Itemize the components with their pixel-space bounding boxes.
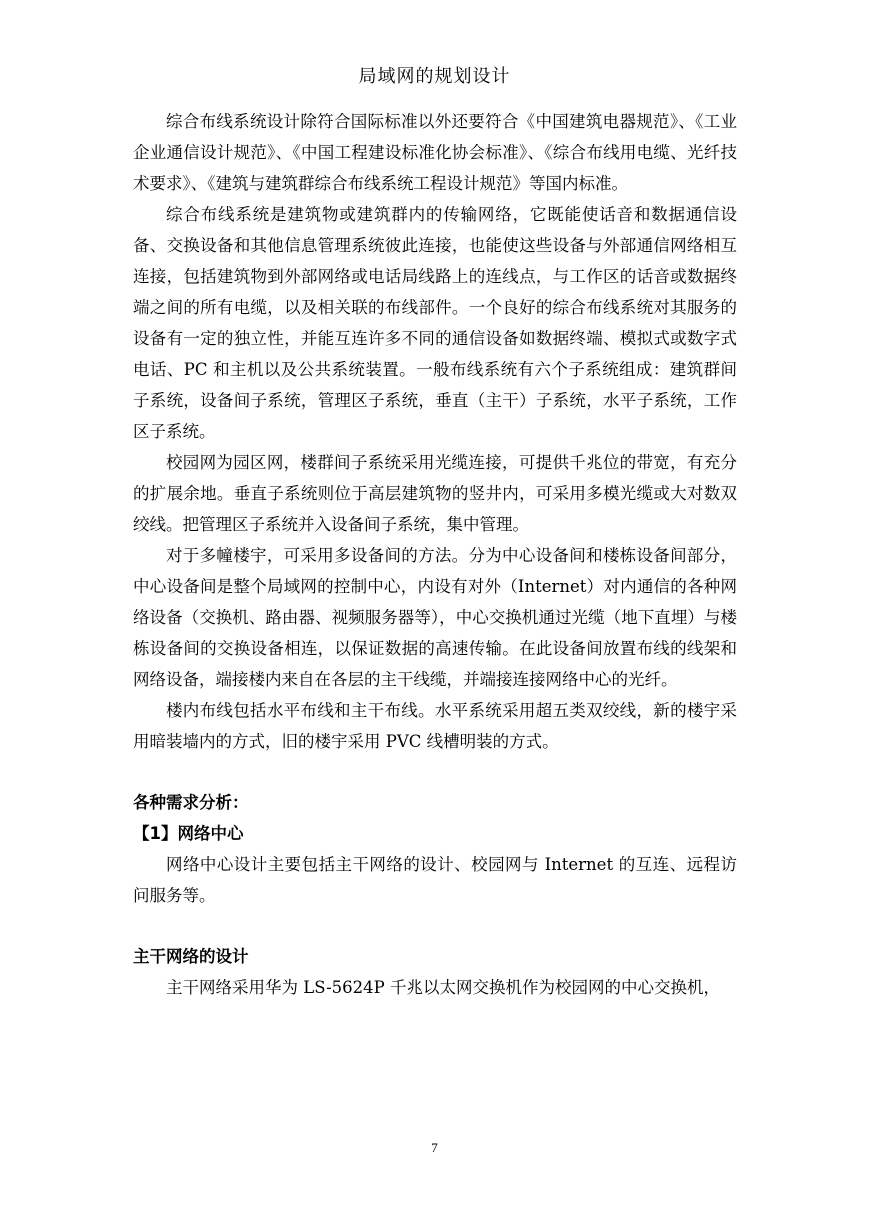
page-header-title: 局域网的规划设计 — [358, 66, 511, 87]
section-spacer — [133, 911, 737, 941]
heading-needs-analysis: 各种需求分析： — [133, 793, 249, 812]
heading-network-center: 【1】网络中心 — [133, 824, 244, 843]
paragraph-backbone-design: 主干网络采用华为 LS-5624P 千兆以太网交换机作为校园网的中心交换机， — [166, 978, 721, 997]
page-number: 7 — [431, 1140, 438, 1155]
heading-backbone-design: 主干网络的设计 — [133, 947, 249, 966]
paragraph-standards: 综合布线系统设计除符合国际标准以外还要符合《中国建筑电器规范》、《工业企业通信设计规范》、《中国工程建设标准化协会标准》、《综合布线用电缆、光纤技术要求》、《建筑与建筑群综合布线系统工程设计规范》等国内标准。 — [133, 112, 737, 193]
paragraph-building-cabling: 楼内布线包括水平布线和主干布线。水平系统采用超五类双绞线，新的楼宇采用暗装墙内的方式，旧的楼宇采用 PVC 线槽明装的方式。 — [133, 701, 737, 751]
paragraph-cabling-system: 综合布线系统是建筑物或建筑群内的传输网络，它既能使话音和数据通信设备、交换设备和其他信息管理系统彼此连接，也能使这些设备与外部通信网络相互连接，包括建筑物到外部网络或电话局线路上的连线点，与工作区的话音或数据终端之间的所有电缆，以及相关联的布线部件。一个良好的综合布线系统对其服务的设备有一定的独立性，并能互连许多不同的通信设备如数据终端、模拟式或数字式电话、PC 和主机以及公共系统装置。一般布线系统有六个子系统组成：建筑群间子系统，设备间子系统，管理区子系统，垂直（主干）子系统，水平子系统，工作区子系统。 — [133, 205, 737, 441]
paragraph-equipment-rooms: 对于多幢楼宇，可采用多设备间的方法。分为中心设备间和楼栋设备间部分，中心设备间是整个局域网的控制中心，内设有对外（Internet）对内通信的各种网络设备（交换机、路由器、视频服务器等），中心交换机通过光缆（地下直埋）与楼栋设备间的交换设备相连，以保证数据的高速传输。在此设备间放置布线的线架和网络设备，端接楼内来自在各层的主干线缆，并端接连接网络中心的光纤。 — [133, 546, 737, 689]
section-spacer — [133, 757, 737, 787]
paragraph-campus-network: 校园网为园区网，楼群间子系统采用光缆连接，可提供千兆位的带宽，有充分的扩展余地。垂直子系统则位于高层建筑物的竖井内，可采用多模光缆或大对数双绞线。把管理区子系统并入设备间子系统，集中管理。 — [133, 453, 737, 534]
document-body — [133, 106, 737, 1003]
paragraph-network-center: 网络中心设计主要包括主干网络的设计、校园网与 Internet 的互连、远程访问服务等。 — [133, 855, 737, 905]
